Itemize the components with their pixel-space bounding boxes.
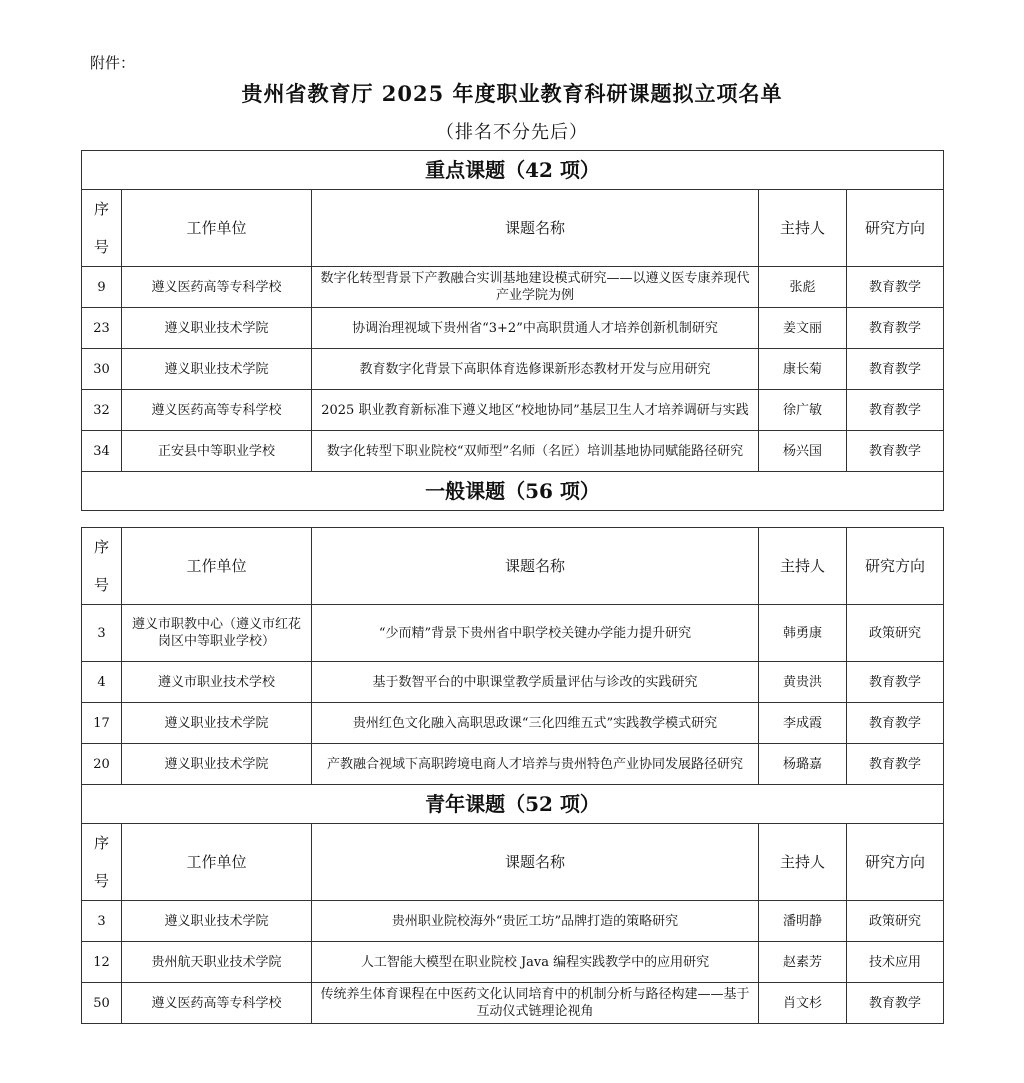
table-row [82, 308, 944, 349]
cell-direction: 教育教学 [847, 267, 944, 308]
cell-topic: 基于数智平台的中职课堂教学质量评估与诊改的实践研究 [312, 662, 759, 703]
header-topic: 课题名称 [312, 190, 759, 267]
key-topics-table [81, 150, 944, 511]
cell-direction: 教育教学 [847, 431, 944, 472]
header-direction: 研究方向 [847, 824, 944, 901]
cell-seq: 23 [82, 308, 122, 349]
cell-seq: 3 [82, 605, 122, 662]
cell-host: 赵素芳 [759, 942, 847, 983]
cell-host: 李成霞 [759, 703, 847, 744]
header-unit: 工作单位 [122, 528, 312, 605]
table-row [82, 662, 944, 703]
table-header-row [82, 190, 944, 267]
cell-unit: 遵义职业技术学院 [122, 901, 312, 942]
table-row [82, 605, 944, 662]
cell-topic: 数字化转型背景下产教融合实训基地建设模式研究——以遵义医专康养现代产业学院为例 [312, 267, 759, 308]
cell-host: 康长菊 [759, 349, 847, 390]
header-unit: 工作单位 [122, 824, 312, 901]
table-header-row [82, 824, 944, 901]
cell-seq: 34 [82, 431, 122, 472]
cell-direction: 教育教学 [847, 703, 944, 744]
table-row [82, 431, 944, 472]
table-row [82, 267, 944, 308]
cell-topic: 贵州红色文化融入高职思政课“三化四维五式”实践教学模式研究 [312, 703, 759, 744]
cell-direction: 教育教学 [847, 744, 944, 785]
table-row [82, 744, 944, 785]
section-heading: 一般课题（56 项） [82, 472, 944, 511]
cell-host: 黄贵洪 [759, 662, 847, 703]
cell-direction: 技术应用 [847, 942, 944, 983]
header-topic: 课题名称 [312, 528, 759, 605]
cell-host: 张彪 [759, 267, 847, 308]
general-youth-topics-table [81, 527, 944, 1024]
cell-direction: 教育教学 [847, 983, 944, 1024]
cell-topic: 教育数字化背景下高职体育选修课新形态教材开发与应用研究 [312, 349, 759, 390]
cell-topic: 产教融合视域下高职跨境电商人才培养与贵州特色产业协同发展路径研究 [312, 744, 759, 785]
cell-topic: 协调治理视域下贵州省“3+2”中高职贯通人才培养创新机制研究 [312, 308, 759, 349]
cell-unit: 遵义医药高等专科学校 [122, 983, 312, 1024]
cell-host: 徐广敏 [759, 390, 847, 431]
cell-seq: 3 [82, 901, 122, 942]
cell-unit: 遵义医药高等专科学校 [122, 267, 312, 308]
table-row [82, 983, 944, 1024]
cell-topic: 2025 职业教育新标准下遵义地区“校地协同”基层卫生人才培养调研与实践 [312, 390, 759, 431]
cell-seq: 20 [82, 744, 122, 785]
table-row [82, 703, 944, 744]
header-seq: 序 号 [82, 528, 122, 605]
section-heading: 青年课题（52 项） [82, 785, 944, 824]
cell-host: 杨璐嘉 [759, 744, 847, 785]
cell-unit: 遵义职业技术学院 [122, 703, 312, 744]
header-direction: 研究方向 [847, 528, 944, 605]
cell-topic: 传统养生体育课程在中医药文化认同培育中的机制分析与路径构建——基于互动仪式链理论视角 [312, 983, 759, 1024]
cell-direction: 教育教学 [847, 662, 944, 703]
cell-direction: 教育教学 [847, 390, 944, 431]
cell-unit: 遵义医药高等专科学校 [122, 390, 312, 431]
attachment-label: 附件： [90, 54, 136, 72]
header-topic: 课题名称 [312, 824, 759, 901]
cell-host: 潘明静 [759, 901, 847, 942]
table-header-row [82, 528, 944, 605]
cell-topic: 贵州职业院校海外“贵匠工坊”品牌打造的策略研究 [312, 901, 759, 942]
cell-direction: 政策研究 [847, 901, 944, 942]
cell-topic: 人工智能大模型在职业院校 Java 编程实践教学中的应用研究 [312, 942, 759, 983]
cell-direction: 教育教学 [847, 349, 944, 390]
cell-host: 杨兴国 [759, 431, 847, 472]
cell-host: 肖文杉 [759, 983, 847, 1024]
section-heading-row [82, 151, 944, 190]
table-row [82, 942, 944, 983]
table-row [82, 901, 944, 942]
section-heading: 重点课题（42 项） [82, 151, 944, 190]
header-host: 主持人 [759, 824, 847, 901]
cell-unit: 贵州航天职业技术学院 [122, 942, 312, 983]
cell-unit: 遵义职业技术学院 [122, 349, 312, 390]
header-host: 主持人 [759, 190, 847, 267]
cell-unit: 正安县中等职业学校 [122, 431, 312, 472]
header-host: 主持人 [759, 528, 847, 605]
document-title: 贵州省教育厅 2025 年度职业教育科研课题拟立项名单 [241, 81, 783, 106]
cell-seq: 17 [82, 703, 122, 744]
cell-direction: 政策研究 [847, 605, 944, 662]
table-row [82, 390, 944, 431]
cell-host: 姜文丽 [759, 308, 847, 349]
cell-unit: 遵义职业技术学院 [122, 744, 312, 785]
cell-seq: 4 [82, 662, 122, 703]
header-direction: 研究方向 [847, 190, 944, 267]
cell-topic: “少而精”背景下贵州省中职学校关键办学能力提升研究 [312, 605, 759, 662]
cell-direction: 教育教学 [847, 308, 944, 349]
header-seq: 序 号 [82, 824, 122, 901]
cell-unit: 遵义市职业技术学校 [122, 662, 312, 703]
cell-seq: 32 [82, 390, 122, 431]
cell-host: 韩勇康 [759, 605, 847, 662]
section-heading-row [82, 472, 944, 511]
document-subtitle: （排名不分先后） [436, 122, 588, 143]
cell-seq: 30 [82, 349, 122, 390]
cell-unit: 遵义市职教中心（遵义市红花岗区中等职业学校） [122, 605, 312, 662]
cell-topic: 数字化转型下职业院校“双师型”名师（名匠）培训基地协同赋能路径研究 [312, 431, 759, 472]
table-row [82, 349, 944, 390]
cell-seq: 12 [82, 942, 122, 983]
section-heading-row [82, 785, 944, 824]
cell-seq: 9 [82, 267, 122, 308]
cell-seq: 50 [82, 983, 122, 1024]
header-unit: 工作单位 [122, 190, 312, 267]
header-seq: 序 号 [82, 190, 122, 267]
cell-unit: 遵义职业技术学院 [122, 308, 312, 349]
